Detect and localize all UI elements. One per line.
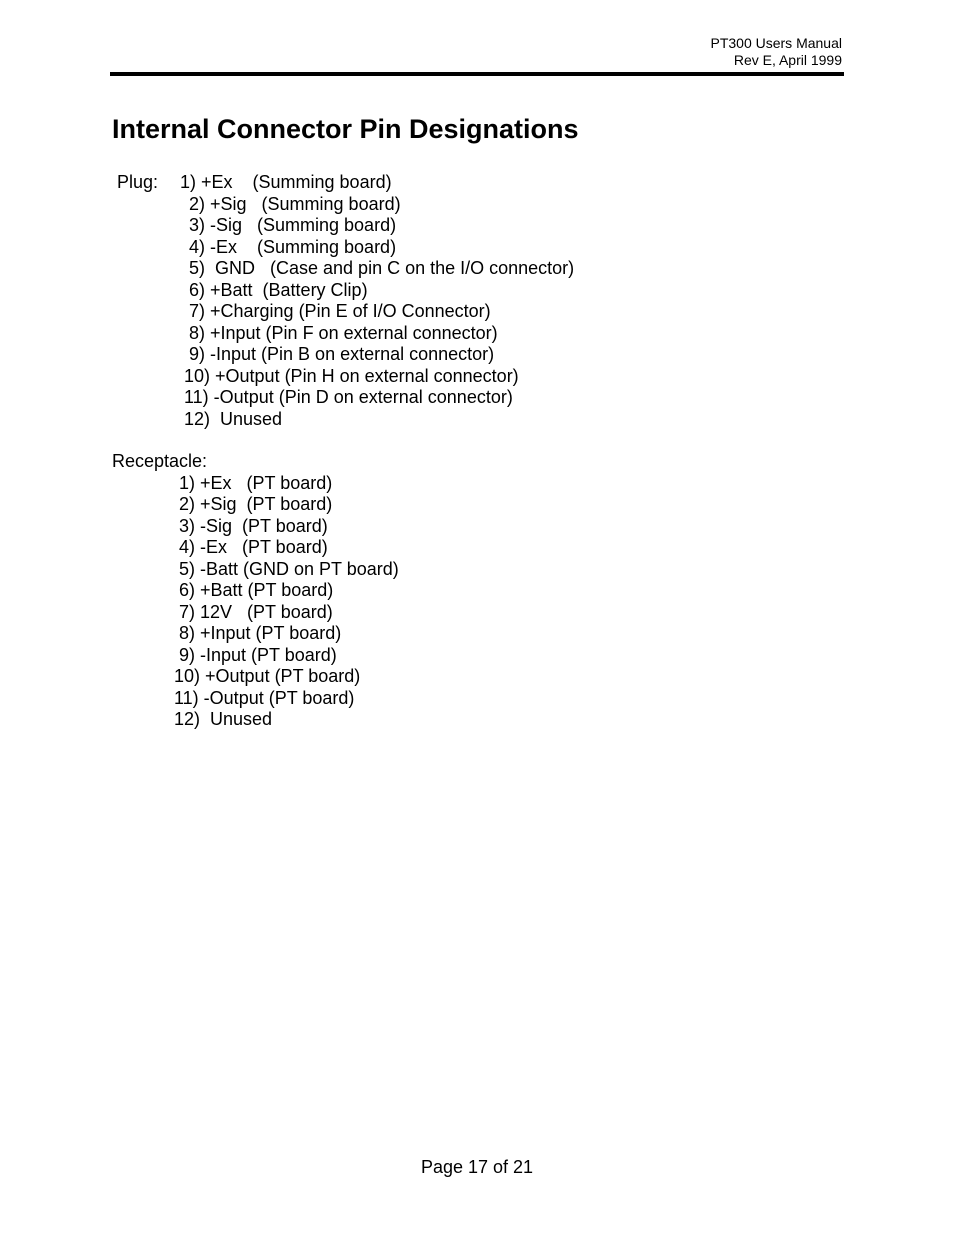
pin-text: 7) +Charging (Pin E of I/O Connector) [184, 301, 491, 321]
pin-text: 5) GND (Case and pin C on the I/O connector) [184, 258, 575, 278]
receptacle-pin-9 [112, 645, 399, 667]
pin-text: 2) +Sig (PT board) [174, 494, 333, 514]
pin-text: 1) +Ex (Summing board) [180, 172, 392, 192]
pin-text: 5) -Batt (GND on PT board) [174, 558, 399, 579]
pin-text: 6) +Batt (Battery Clip) [184, 279, 368, 300]
receptacle-pin-3 [112, 516, 399, 538]
receptacle-pin-12 [112, 709, 399, 731]
receptacle-pin-1 [112, 473, 399, 495]
plug-label: Plug: [117, 172, 159, 192]
plug-pin-11 [117, 387, 574, 409]
plug-pin-10 [117, 366, 574, 388]
pin-text: 10) +Output (PT board) [174, 666, 361, 686]
pin-text: 4) -Ex (Summing board) [184, 236, 397, 257]
header-revision: Rev E, April 1999 [733, 52, 842, 68]
pin-text: 11) -Output (PT board) [174, 687, 355, 708]
plug-pin-7 [117, 301, 574, 323]
pin-text: 8) +Input (Pin F on external connector) [184, 322, 498, 343]
page-title: Internal Connector Pin Designations [112, 114, 579, 144]
receptacle-pin-6 [112, 580, 399, 602]
receptacle-pin-7 [112, 602, 399, 624]
pin-text: 12) Unused [184, 408, 283, 429]
plug-section [117, 172, 574, 430]
receptacle-pin-4 [112, 537, 399, 559]
plug-pin-6 [117, 280, 574, 302]
plug-pin-9 [117, 344, 574, 366]
plug-pin-5 [117, 258, 574, 280]
plug-pin-4 [117, 237, 574, 259]
pin-text: 6) +Batt (PT board) [174, 580, 334, 600]
pin-text: 10) +Output (Pin H on external connector) [184, 365, 519, 386]
running-header [710, 35, 842, 69]
pin-text: 9) -Input (PT board) [174, 644, 337, 665]
pin-text: 2) +Sig (Summing board) [184, 193, 401, 214]
pin-text: 3) -Sig (Summing board) [184, 215, 397, 235]
plug-pin-8 [117, 323, 574, 345]
header-manual-title: PT300 Users Manual [710, 35, 842, 51]
receptacle-label: Receptacle: [112, 451, 208, 471]
receptacle-pin-2 [112, 494, 399, 516]
plug-pin-12 [117, 409, 574, 431]
receptacle-pin-11 [112, 688, 399, 710]
plug-pin-2 [117, 194, 574, 216]
pin-text: 9) -Input (Pin B on external connector) [184, 344, 495, 364]
pin-text: 11) -Output (Pin D on external connector) [184, 387, 513, 407]
receptacle-pin-5 [112, 559, 399, 581]
pin-text: 8) +Input (PT board) [174, 623, 342, 643]
plug-pin-1 [117, 172, 574, 194]
pin-text: 3) -Sig (PT board) [174, 515, 328, 536]
receptacle-pin-10 [112, 666, 399, 688]
pin-text: 12) Unused [174, 709, 273, 729]
pin-text: 1) +Ex (PT board) [174, 472, 333, 493]
page-number: Page 17 of 21 [420, 1157, 534, 1177]
plug-pin-3 [117, 215, 574, 237]
receptacle-section [112, 451, 399, 731]
header-rule [110, 72, 844, 76]
pin-text: 4) -Ex (PT board) [174, 537, 328, 557]
pin-text: 7) 12V (PT board) [174, 601, 333, 622]
receptacle-pin-8 [112, 623, 399, 645]
